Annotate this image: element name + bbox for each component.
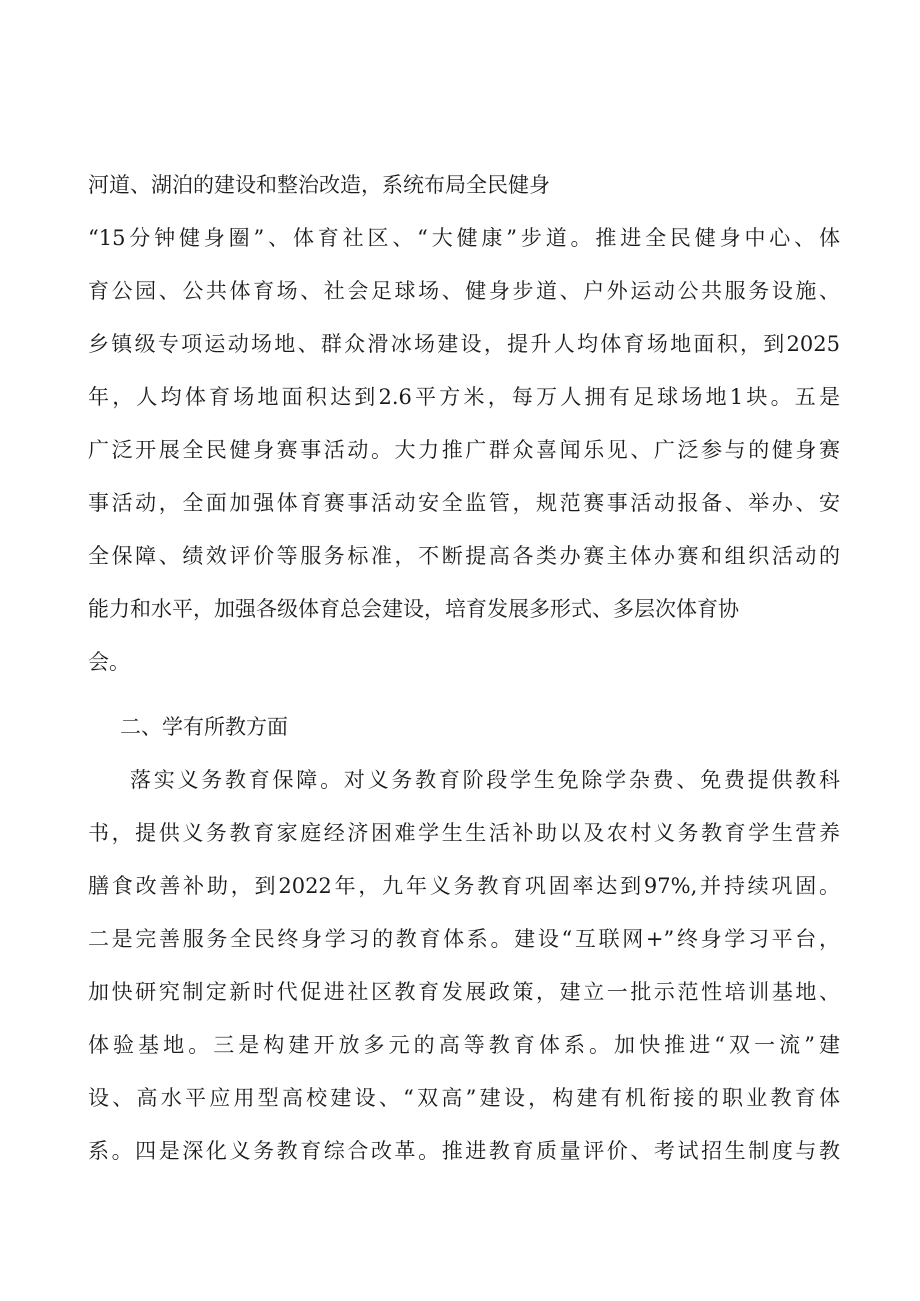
paragraph-line: 全保障、绩效评价等服务标准，不断提高各类办赛主体办赛和组织活动的 <box>88 544 840 568</box>
paragraph-line: 体验基地。三是构建开放多元的高等教育体系。加快推进“双一流”建 <box>88 1033 840 1057</box>
paragraph-line: 落实义务教育保障。对义务教育阶段学生免除学杂费、免费提供教科 <box>130 768 840 792</box>
section-heading: 二、学有所教方面 <box>120 715 288 739</box>
paragraph-line: “15分钟健身圈”、体育社区、“大健康”步道。推进全民健身中心、体 <box>88 226 840 250</box>
paragraph-line: 广泛开展全民健身赛事活动。大力推广群众喜闻乐见、广泛参与的健身赛 <box>88 438 840 462</box>
paragraph-line: 膳食改善补助，到2022年，九年义务教育巩固率达到97%,并持续巩固。 <box>88 874 840 898</box>
paragraph-line: 乡镇级专项运动场地、群众滑冰场建设，提升人均体育场地面积，到2025 <box>88 332 840 356</box>
paragraph-line: 能力和水平，加强各级体育总会建设，培育发展多形式、多层次体育协 <box>88 597 739 621</box>
paragraph-line: 二是完善服务全民终身学习的教育体系。建设“互联网+”终身学习平台， <box>88 927 840 951</box>
paragraph-line: 系。四是深化义务教育综合改革。推进教育质量评价、考试招生制度与教 <box>88 1139 840 1163</box>
paragraph-line: 育公园、公共体育场、社会足球场、健身步道、户外运动公共服务设施、 <box>88 279 840 303</box>
paragraph-line: 书，提供义务教育家庭经济困难学生生活补助以及农村义务教育学生营养 <box>88 821 840 845</box>
paragraph-line: 加快研究制定新时代促进社区教育发展政策，建立一批示范性培训基地、 <box>88 980 840 1004</box>
paragraph-line: 设、高水平应用型高校建设、“双高”建设，构建有机衔接的职业教育体 <box>88 1086 840 1110</box>
paragraph-line: 河道、湖泊的建设和整治改造，系统布局全民健身 <box>88 173 550 197</box>
paragraph-line: 会。 <box>88 650 130 674</box>
paragraph-line: 事活动，全面加强体育赛事活动安全监管，规范赛事活动报备、举办、安 <box>88 491 840 515</box>
paragraph-line: 年，人均体育场地面积达到2.6平方米，每万人拥有足球场地1块。五是 <box>88 385 840 409</box>
